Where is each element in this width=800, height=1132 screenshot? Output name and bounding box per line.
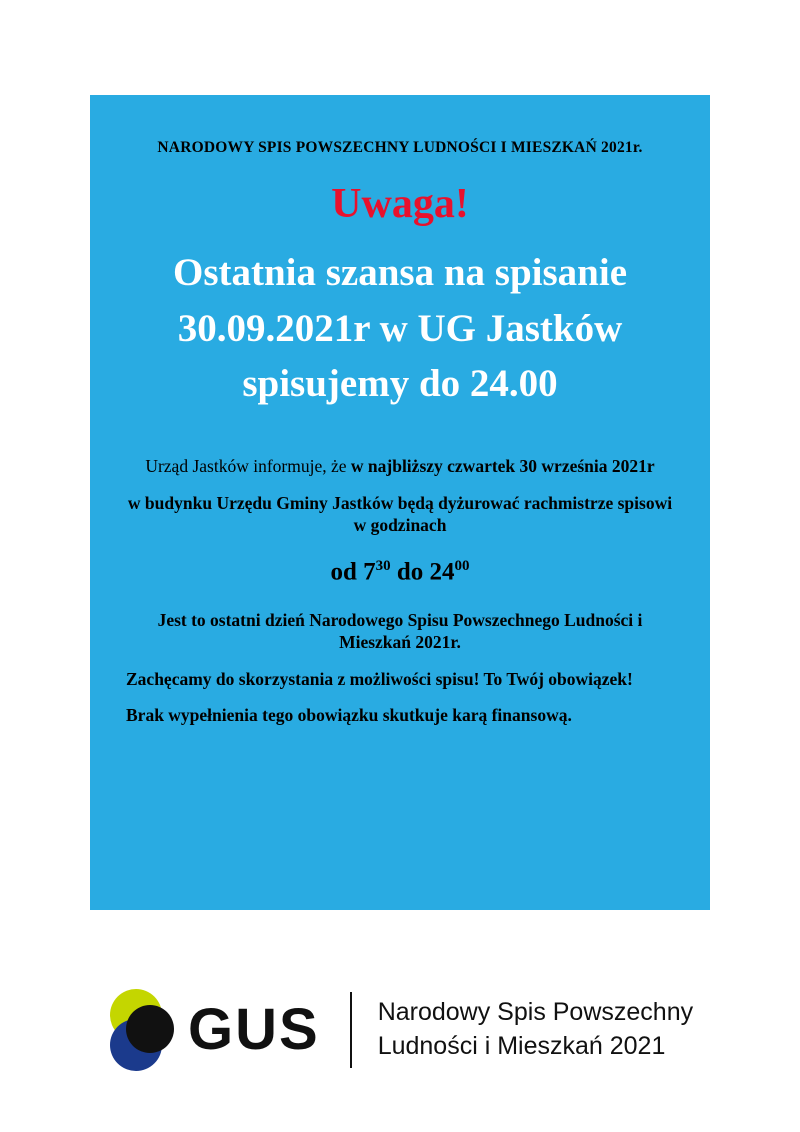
paragraph-office-info-bold: w najbliższy czwartek 30 września 2021r [350,456,655,477]
gus-circles-icon [100,987,182,1073]
hours-prefix: od 7 [330,558,376,586]
gus-wordmark: GUS [188,997,320,1062]
poster-panel [90,95,710,910]
poster-body [114,455,686,726]
headline-line-1: Ostatnia szansa na spisanie [172,251,628,295]
headline-block [114,245,686,411]
paragraph-encouragement [126,668,674,690]
logo-divider [350,992,352,1068]
paragraph-last-day-text: Jest to ostatni dzień Narodowego Spisu Powszechnego Ludności i Mieszkań 2021r. [157,609,643,653]
paragraph-last-day [126,609,674,654]
opening-hours [126,558,674,586]
paragraph-encouragement-text: Zachęcamy do skorzystania z możliwości spisu! To Twój obowiązek! [126,668,633,689]
paragraph-penalty-text: Brak wypełnienia tego obowiązku skutkuje karą finansową. [126,704,572,725]
gus-circle-black-icon [126,1005,174,1053]
paragraph-building-info-bold: w budynku Urzędu Gminy Jastków będą dyżurować rachmistrze spisowi w godzinach [127,492,673,536]
paragraph-building-info [126,492,674,537]
gus-logo-row [100,975,720,1085]
headline-line-3: spisujemy do 24.00 [242,361,558,405]
logo-caption-line-2: Ludności i Mieszkań 2021 [377,1032,666,1060]
paragraph-office-info [126,455,674,477]
logo-caption [378,996,693,1064]
paragraph-penalty [126,704,674,726]
hours-sup-start: 30 [375,558,391,575]
census-header: NARODOWY SPIS POWSZECHNY LUDNOŚCI I MIESZKAŃ 2021r. [157,139,643,156]
logo-caption-line-1: Narodowy Spis Powszechny [377,998,694,1027]
paragraph-office-info-normal: Urząd Jastków informuje, że [145,456,351,477]
hours-mid: do 24 [390,558,455,586]
attention-heading: Uwaga! [331,181,469,227]
hours-sup-end: 00 [454,558,470,575]
headline-line-2: 30.09.2021r w UG Jastków [177,306,623,350]
